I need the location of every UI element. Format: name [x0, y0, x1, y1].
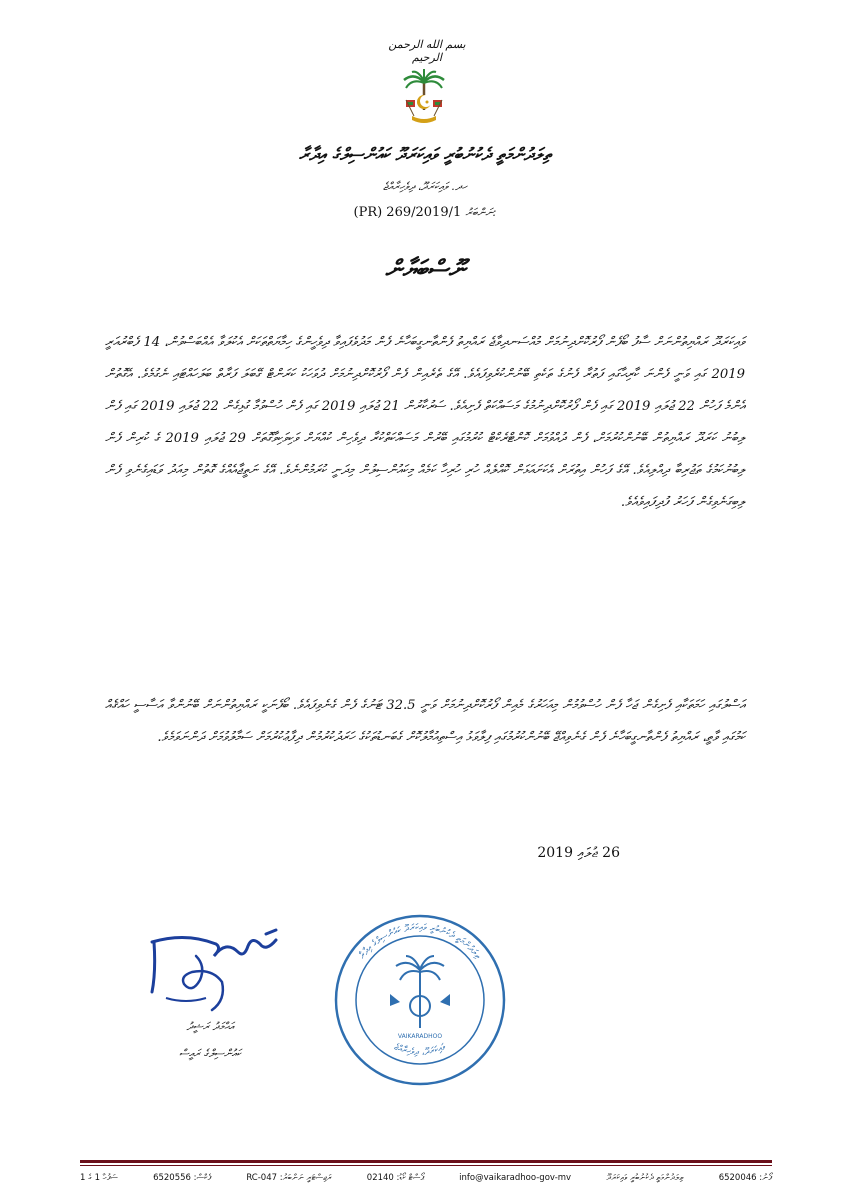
document-title: ނޫސްބަޔާން: [385, 255, 465, 283]
body-paragraph-2: އަސްލުގައި ހަމަތަކާއި ފެށިގެން ޖަހާ ފެން ހުސްވުމުން މިއަހަރުގެ މެއިން ފޯރުކޮށްދިނުމަށް ވަނީ 32.5 ޓަނުގެ ފެން ގެނެވިފައެވެ. ބޯފެނަކީ ރައްޔިތުންނަށް ބޭނުންވާ އަސާސީ ހައްޤެއް ކަމުގައި ވާތީ، ރައްޔިތު ފެންތާނގީބަހާނެ ފެން ގެނެވިއްޖޭ ބޭނުންކުރުމުގައި ފިލާވަޅު އިސްތިއުމާލުކޮށް ގެބަނޑުތަކުގެ ހަރަދުކުރުމުން ދިފާޢުކުރުމަށް ސަމާލުވުމަށް ދަންނަވަމެވެ.: [105, 698, 745, 745]
bismillah-calligraphy: بسم الله الرحمن الرحيم: [388, 38, 466, 64]
signatory-name: އަޙްމަދު ރަޝީދު: [186, 1020, 234, 1033]
stamp-bottom-text: ވައިކަރަދޫ، ދިވެހިރާއްޖެ: [392, 1042, 448, 1058]
footer-page-number: ސަފުހާ 1 ގެ 1: [80, 1173, 118, 1183]
document-date: 26 ޖުލައި 2019: [537, 845, 620, 861]
signature-icon: [126, 922, 296, 1022]
footer-postcode: ޕޯސްޓް ކޯޑު: 02140: [366, 1173, 424, 1183]
footer-phone: ފޯނު: 6520046: [718, 1173, 772, 1183]
official-stamp-icon: [330, 910, 510, 1090]
stamp-emblem-label: VAIKARADHOO: [397, 1033, 443, 1040]
reference-label: ނަންބަރު:: [465, 206, 497, 219]
council-title: ތިލަދުންމަތީ ދެކުނުބުރީ ވައިކަރަދޫ ކައުންސިލްގެ އިދާރާ: [298, 145, 551, 165]
svg-text:ވައިކަރަދޫ، ދިވެހިރާއްޖެ: [393, 1042, 448, 1058]
footer-contact-bar: [80, 1170, 772, 1186]
reference-number: (PR) 269/2019/1: [353, 205, 462, 220]
footer-fax: ފެކްސް: 6520556: [153, 1173, 212, 1183]
footer-address: ތިލަދުންމަތީ ދެކުނުބުރީ ވައިކަރަދޫ: [606, 1173, 684, 1183]
signatory-role: ކައުންސިލްގެ ރައީސް: [179, 1047, 241, 1060]
footer-email-link[interactable]: info@vaikaradhoo-gov-mv: [459, 1173, 572, 1183]
reference-row: [300, 205, 550, 220]
council-address: ހދ. ވައިކަރަދޫ، ދިވެހިރާއްޖެ: [382, 180, 468, 193]
footer-rule-thin: [80, 1165, 772, 1166]
stamp-ring-text: ތިލަދުންމަތީ ދެކުނުބުރީ ވައިކަރަދޫ ކައުންސިލްގެ އިދާރާ: [357, 922, 483, 962]
footer-registration: ރަޖިސްޓަރީ ނަންބަރު: RC-047: [246, 1173, 332, 1183]
body-paragraph-1: ވައިކަރަދޫ ރައްޔިތުންނަށް ސާފު ބޯފެން ފޯރުކޮށްދިނުމަށް މުއްސަނދިވާޖެ ރައްޔިތު ފެންތާނގީބަހާނެ ފެން މަދުވެފައިވާ ދިވެހީންގެ ހިމާޔަތްތަކަށް އެކުލަވާ އެއްބަސްވުން، 14 ފެބްރުއަރީ 2019 ގައި ވަނީ ފެންނަ ކާރިޙާގައި ފަތުރާ ފެނުގެ ތަކެތި ބޭނުންކުރެވިފައެވެ. އޭގެ ތެރެއިން ފެން ފޯރުކޮށްދިނުމަށް ދުވަހަކު ކަރަންޓް ގޭބަލަ ފަރާތް ބަލަހައްޓައި ނެގުމެވެ. އެގޮތުން އެންމެ ފަހުން 22 ޖުލައި 2019 ގައި ފެން ފޯރުކޮށްދިނުމުގެ މަސައްކަތް ފެށިއެވެ. ސަރުކާރުން 21 ޖުލައި 2019 ގައި ފެން ހުސްވުމާ ގުޅިގެން 22 ޖުލައި 2019 ގައި ފެން ލިބުނު ކަރަދޫ ރައްޔިތުން ބޭނުންކުރުމަށް، ފެން ދުއްވުމަށް ކޮންޓްރެކްޓް ކުރުމުގައި ބޭރުން މަސައްކަތްކުރާ ދިވެހިން ކުއްޔަށް ވަކިވަކިވާގޮތަށް 29 ޖުލައި 2019 ގެ ކުރިން ފެން ލިބުނުކަމުގެ ތަޖުރިބާ ދިއްލިއެވެ. އޭގެ ފަހުން އިތުރަށް އެކަށައަޅަން ކޮއްލެއް ހުރި ހުރިހާ ކަމެއް މިކައުންސިލުން މިދަނީ ކުރަމުންނެވެ. އޭގެ ނަތީޖާއެއްގެ ގޮތުން މިއަދު ވަޑައިގެނެވި ފެން ލިބިގަނެވިގެން ފަހަރު ފުދިފައިވެއެވެ.: [105, 335, 746, 510]
maldives-emblem-icon: [394, 66, 454, 126]
footer-rule: [80, 1160, 772, 1163]
